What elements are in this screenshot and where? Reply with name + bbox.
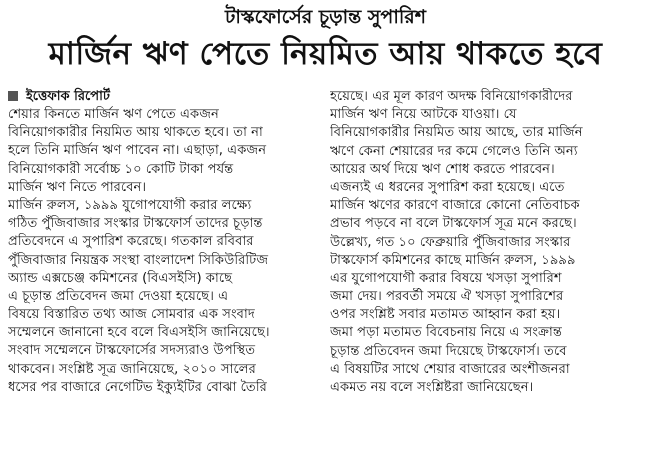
body-line: একমত নয় বলে সংশ্লিষ্টরা জানিয়েছেন। [330, 380, 534, 395]
body-line: শেয়ার কিনতে মার্জিন ঋণ পেতে একজন [8, 107, 219, 122]
body-line: বিষয়ে বিস্তারিত তথ্য আজ সোমবার এক সংবাদ [8, 307, 255, 323]
body-line: থাকবেন। সংশ্লিষ্ট সূত্র জানিয়েছে, ২০১০ সালের [8, 361, 256, 377]
body-line: মার্জিন ঋণ নিতে পারবেন। [8, 179, 147, 195]
body-line: পুঁজিবাজার নিয়ন্ত্রক সংস্থা বাংলাদেশ সিকিউরিটিজ [8, 252, 269, 268]
article-column-right [330, 88, 640, 397]
article-kicker: টাস্কফোর্সের চূড়ান্ত সুপারিশ [225, 6, 426, 28]
article-headline: মার্জিন ঋণ পেতে নিয়মিত আয় থাকতে হবে [48, 36, 603, 72]
body-line: আয়ের অর্থ দিয়ে ঋণ শোধ করতে পারবেন। [330, 161, 555, 177]
body-line: মার্জিন রুলস, ১৯৯৯ যুগোপযোগী করার লক্ষ্যে [8, 197, 252, 213]
body-line: বিনিয়োগকারীর নিয়মিত আয় আছে, তার মার্জিন [330, 125, 583, 141]
body-line: হয়েছে। এর মূল কারণ অদক্ষ বিনিয়োগকারীদের [330, 89, 573, 104]
body-line: এ চূড়ান্ত প্রতিবেদন জমা দেওয়া হয়েছে। এ [8, 288, 229, 304]
body-line: উল্লেখ্য, গত ১০ ফেব্রুয়ারি পুঁজিবাজার সংস্কার [330, 234, 571, 250]
byline-text: ইত্তেফাক রিপোর্ট [26, 89, 110, 104]
body-line: টাস্কফোর্স কমিশনের কাছে মার্জিন রুলস, ১৯৯৯ [330, 252, 576, 268]
body-line: সংবাদ সম্মেলনে টাস্কফোর্সের সদস্যরাও উপস্থিত [8, 343, 256, 359]
body-line: সম্মেলনে জানানো হবে বলে বিএসইসি জানিয়েছে। [8, 325, 270, 341]
body-line: প্রতিবেদনে এ সুপারিশ করেছে। গতকাল রবিবার [8, 234, 254, 250]
body-line: ধসের পর বাজারে নেগেটিভ ইক্যুইটির বোঝা তৈরি [8, 379, 267, 395]
body-line: ঋণে কেনা শেয়ারের দর কমে গেলেও তিনি অন্য [330, 143, 578, 159]
body-line: চূড়ান্ত প্রতিবেদন জমা দিয়েছে টাস্কফোর্স। তবে [330, 343, 567, 359]
body-line: এর যুগোপযোগী করার বিষয়ে খসড়া সুপারিশ [330, 270, 562, 286]
body-line: গঠিত পুঁজিবাজার সংস্কার টাস্কফোর্স তাদের চূড়ান্ত [8, 216, 263, 232]
body-line: মার্জিন ঋণ নিয়ে আটকে যাওয়া। যে [330, 107, 517, 123]
body-line: ওপর সংশ্লিষ্ট সবার মতামত আহ্বান করা হয়। [330, 307, 561, 323]
body-line: জমা পড়া মতামত বিবেচনায় নিয়ে এ সংক্রান্ত [330, 325, 562, 341]
article-column-left [8, 88, 318, 397]
body-line: প্রভাব পড়বে না বলে টাস্কফোর্স সূত্র মনে করছে। [330, 216, 577, 232]
body-line: এ বিষয়টির সাথে শেয়ার বাজারের অংশীজনরা [330, 361, 570, 377]
body-line: জমা দেয়। পরবর্তী সময়ে ঐ খসড়া সুপারিশের [330, 289, 564, 305]
byline-square-icon [8, 91, 18, 101]
body-line: মার্জিন ঋণের কারণে বাজারে কোনো নেতিবাচক [330, 198, 580, 214]
article-byline [8, 88, 318, 106]
body-line: এজন্যই এ ধরনের সুপারিশ করা হয়েছে। এতে [330, 179, 565, 195]
body-line: হলে তিনি মার্জিন ঋণ পাবেন না। এছাড়া, একজন [8, 143, 267, 159]
body-line: বিনিয়োগকারীর নিয়মিত আয় থাকতে হবে। তা না [8, 125, 263, 141]
body-line: অ্যান্ড এক্সচেঞ্জ কমিশনের (বিএসইসি) কাছে [8, 270, 233, 286]
body-line: বিনিয়োগকারী সর্বোচ্চ ১০ কোটি টাকা পর্যন্ত [8, 161, 234, 177]
